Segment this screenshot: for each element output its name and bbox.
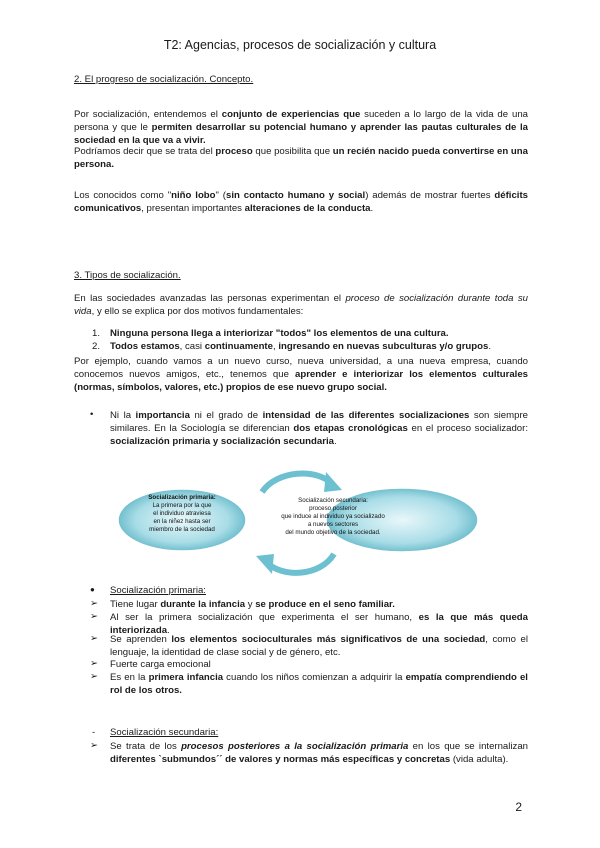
- cycle-arrow-top-icon: [262, 474, 332, 492]
- text-run: Fuerte carga emocional: [110, 659, 211, 670]
- text-run: los elementos socioculturales más significativos de una sociedad: [171, 634, 486, 645]
- text-run: , como el lenguaje, la identidad de clase social y de género, etc.: [110, 634, 528, 658]
- text-run: déficits comunicativos: [74, 190, 528, 214]
- text-run: En las sociedades avanzadas las personas experimentan el: [74, 293, 346, 304]
- text-run: Todos estamos: [110, 341, 180, 352]
- page-number: 2: [515, 800, 522, 814]
- paragraph-definition: [74, 108, 528, 147]
- text-run: Ni la: [110, 410, 136, 421]
- bubble-secundaria-line: que induce al individuo ya socializado: [281, 513, 385, 520]
- text-run: proceso de socialización durante toda su vida: [74, 293, 528, 317]
- primaria-item: [110, 671, 528, 697]
- list-number-2: 2.: [92, 341, 101, 352]
- text-run: en los que se internalizan: [408, 741, 529, 752]
- text-run: procesos posteriores a la socialización primaria: [181, 741, 409, 752]
- text-run: ni el grado de: [189, 410, 263, 421]
- text-run: , y ello se explica por dos motivos fundamentales:: [91, 306, 304, 317]
- bubble-secundaria-line: a nuevos sectores: [307, 521, 359, 528]
- text-run: niño lobo: [171, 190, 216, 201]
- section-3-heading: 3. Tipos de socialización.: [74, 270, 181, 281]
- list-item-1: [110, 327, 530, 340]
- primaria-item: [110, 658, 528, 671]
- bullet-primaria: ●: [90, 585, 95, 594]
- text-run: Tiene lugar: [110, 599, 161, 610]
- text-run: ) además de mostrar fuertes: [365, 190, 495, 201]
- text-run: continuamente: [204, 341, 273, 352]
- text-run: intensidad de las diferentes socializaciones: [262, 410, 470, 421]
- cycle-arrowhead-top-icon: [324, 472, 342, 492]
- primaria-item: [110, 633, 528, 659]
- bullet-dot: •: [90, 409, 94, 420]
- bubble-secundaria-line: del mundo objetivo de la sociedad.: [285, 529, 381, 536]
- paragraph-example: [74, 355, 528, 394]
- text-run: permiten desarrollar su potencial humano y aprender las pautas culturales de la sociedad en la que va a vivir.: [74, 122, 528, 146]
- bubble-secundaria-text: [258, 497, 408, 537]
- text-run: Se aprenden: [110, 634, 172, 645]
- text-run: Por socialización, entendemos el: [74, 109, 222, 120]
- page-title: T2: Agencias, procesos de socialización y cultura: [163, 38, 437, 52]
- paragraph-intro: [74, 292, 528, 318]
- text-run: .: [333, 436, 337, 447]
- text-run: .: [370, 203, 374, 214]
- primaria-heading: Socialización primaria:: [110, 585, 206, 596]
- text-run: socialización primaria y socialización secundaria: [110, 436, 334, 447]
- list-item-2: [110, 340, 530, 353]
- text-run: empatía comprendiendo el rol de los otros.: [110, 672, 528, 696]
- arrow-bullet-icon: ➢: [90, 598, 99, 609]
- text-run: diferentes `submundos´´ de valores y normas más específicas y concretas: [110, 754, 451, 765]
- text-run: .: [167, 625, 170, 636]
- text-run: Al ser la primera socialización que experimenta el ser humano,: [110, 612, 419, 623]
- text-run: Por ejemplo, cuando vamos a un nuevo curso, nueva universidad, a una nueva empresa, cuando conocemos nuevos amigos, etc., tenemos que: [74, 356, 528, 380]
- text-run: ,: [272, 341, 279, 352]
- bubble-secundaria-line: Socialización secundaria:: [298, 497, 368, 504]
- arrow-bullet-icon: ➢: [90, 611, 99, 622]
- text-run: que posibilita que: [252, 146, 333, 157]
- section-2-heading: 2. El progreso de socialización. Concepto.: [74, 74, 254, 85]
- arrow-bullet-icon: ➢: [90, 671, 99, 682]
- bubble-primaria-line: La primera por la que: [152, 502, 212, 509]
- bubble-primaria-text: [124, 494, 240, 534]
- text-run: Se trata de los: [110, 741, 182, 752]
- text-run: es la que más queda interiorizada: [110, 612, 529, 636]
- text-run: dos etapas cronológicas: [293, 423, 408, 434]
- dash-secundaria: -: [92, 727, 96, 738]
- text-run: importancia: [135, 410, 190, 421]
- text-run: y: [245, 599, 256, 610]
- text-run: un recién nacido pueda convertirse en una persona.: [74, 146, 528, 170]
- secundaria-heading: Socialización secundaria:: [110, 727, 219, 738]
- text-run: sin contacto humano y social: [226, 190, 366, 201]
- text-run: Es en la: [110, 672, 149, 683]
- text-run: Ninguna persona llega a interiorizar "todos" los elementos de una cultura.: [110, 328, 449, 339]
- text-run: proceso: [215, 146, 253, 157]
- bubble-primaria-line: en la niñez hasta ser: [153, 518, 211, 525]
- text-run: primera infancia: [148, 672, 224, 683]
- bubble-secundaria-line: proceso posterior: [309, 505, 357, 512]
- text-run: cuando los niños comienzan a adquirir la: [223, 672, 406, 683]
- text-run: durante la infancia: [160, 599, 246, 610]
- arrow-bullet-icon: ➢: [90, 740, 99, 751]
- text-run: suceden a lo largo de la vida de una persona y que le: [74, 109, 528, 133]
- arrow-bullet-icon: ➢: [90, 633, 99, 644]
- paragraph-process: [74, 145, 528, 171]
- text-run: (vida adulta).: [450, 754, 509, 765]
- text-run: ingresando en nuevas subculturas y/o grupos: [278, 341, 489, 352]
- list-number-1: 1.: [92, 328, 101, 339]
- text-run: " (: [215, 190, 227, 201]
- text-run: .: [488, 341, 492, 352]
- text-run: , presentan importantes: [141, 203, 245, 214]
- text-run: alteraciones de la conducta: [244, 203, 371, 214]
- text-run: , casi: [179, 341, 205, 352]
- text-run: en el proceso socializador:: [407, 423, 528, 434]
- cycle-arrowhead-bottom-icon: [256, 554, 274, 574]
- text-run: se produce en el seno familiar.: [255, 599, 395, 610]
- secundaria-item: [110, 740, 528, 766]
- bubble-primaria-line: el individuo atraviesa: [153, 510, 211, 517]
- text-run: son siempre similares. En la Sociología se diferencian: [110, 410, 528, 434]
- arrow-bullet-icon: ➢: [90, 658, 99, 669]
- text-run: Podríamos decir que se trata del: [74, 146, 216, 157]
- paragraph-etapas: [110, 409, 528, 448]
- text-run: conjunto de experiencias que: [221, 109, 361, 120]
- cycle-arrow-bottom-icon: [266, 554, 334, 573]
- text-run: Los conocidos como ": [74, 190, 172, 201]
- paragraph-nino-lobo: [74, 189, 528, 215]
- primaria-item: [110, 598, 528, 611]
- text-run: aprender e interiorizar los elementos culturales (normas, símbolos, valores, etc.) propios de ese nuevo grupo social.: [74, 369, 529, 393]
- bubble-primaria-line: miembro de la sociedad: [149, 526, 215, 533]
- bubble-primaria-line: Socialización primaria:: [148, 494, 216, 501]
